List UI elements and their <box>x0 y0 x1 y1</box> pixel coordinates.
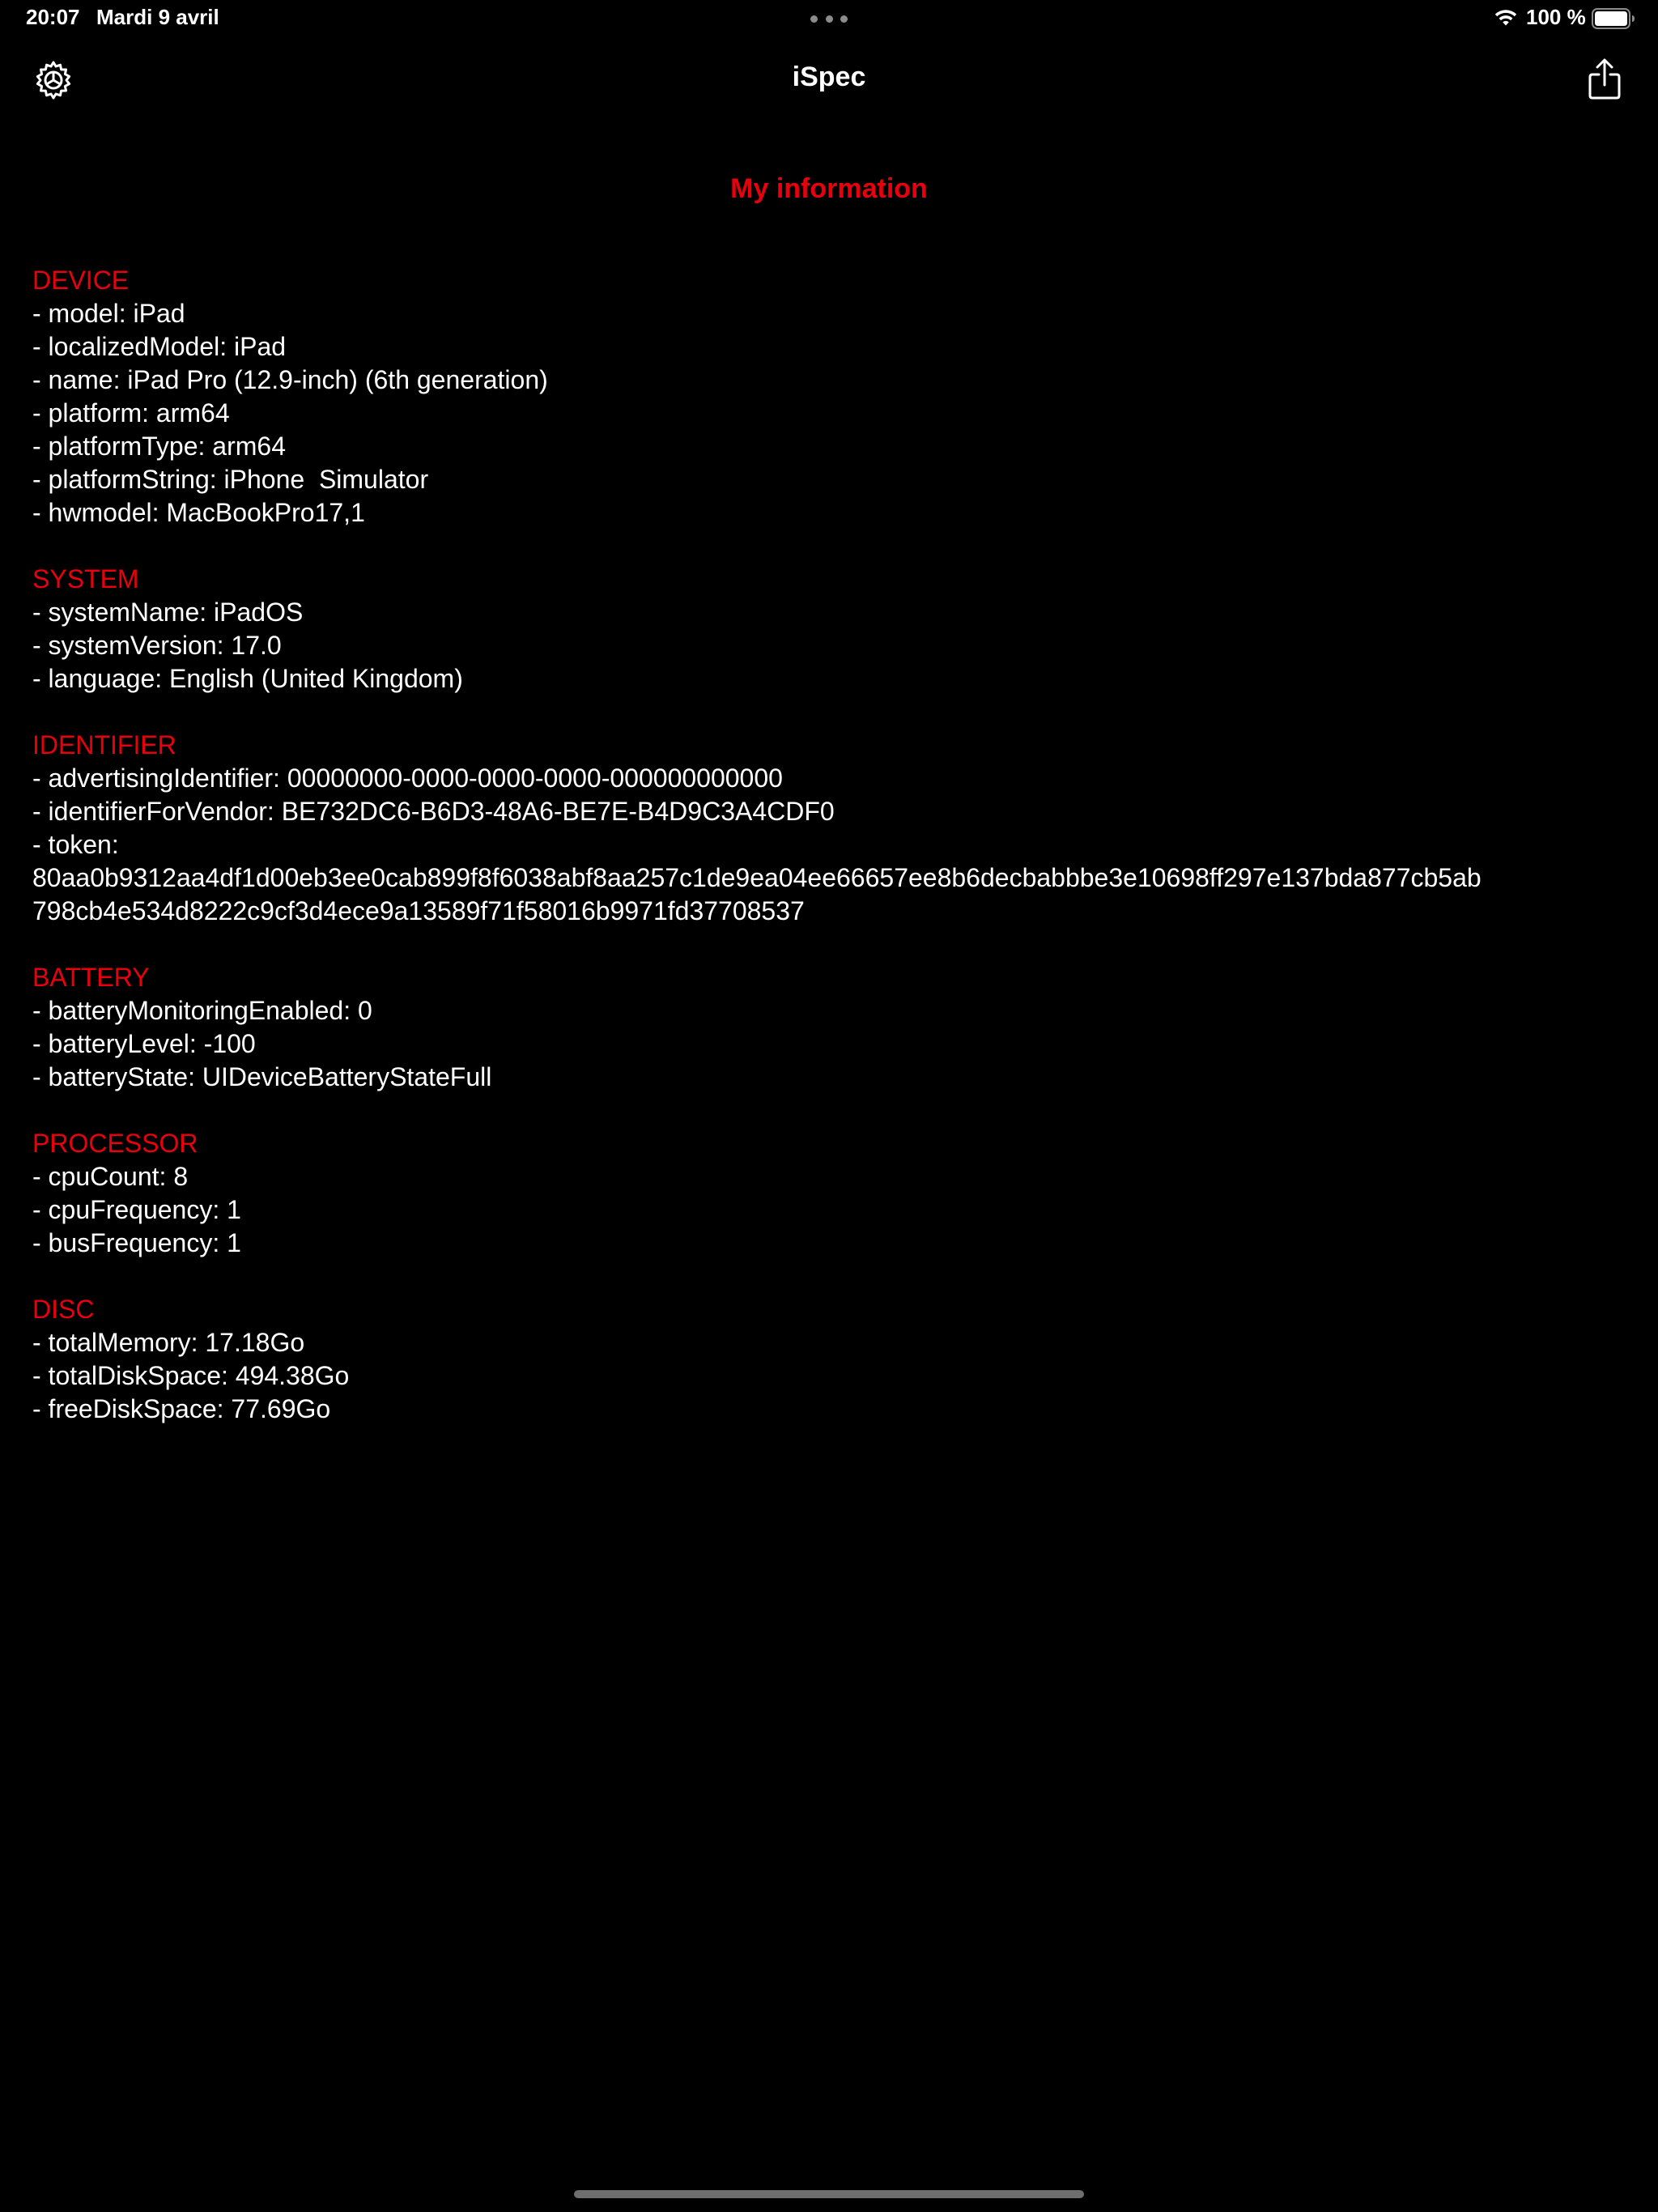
section-processor <box>32 1127 1635 1260</box>
section-system <box>32 563 1635 696</box>
info-line: - batteryState: UIDeviceBatteryStateFull <box>32 1062 492 1091</box>
info-line: - name: iPad Pro (12.9-inch) (6th generation) <box>32 365 548 394</box>
section-device <box>32 264 1635 530</box>
info-line: - totalMemory: 17.18Go <box>32 1328 305 1357</box>
token-value: 798cb4e534d8222c9cf3d4ece9a13589f71f58016b9971fd37708537 <box>32 896 805 925</box>
info-line: - cpuCount: 8 <box>32 1162 189 1191</box>
info-line: - model: iPad <box>32 299 185 328</box>
info-line: - language: English (United Kingdom) <box>32 664 463 693</box>
token-value: 80aa0b9312aa4df1d00eb3ee0cab899f8f6038abf8aa257c1de9ea04ee66657ee8b6decbabbbe3e10698ff297e137bda877cb5ab <box>32 863 1482 892</box>
info-line: - identifierForVendor: BE732DC6-B6D3-48A6-BE7E-B4D9C3A4CDF0 <box>32 797 835 826</box>
section-title: PROCESSOR <box>32 1129 198 1158</box>
navigation-bar <box>0 37 1658 121</box>
info-line: - localizedModel: iPad <box>32 332 287 361</box>
info-line: - platform: arm64 <box>32 398 230 428</box>
info-line: - systemVersion: 17.0 <box>32 631 282 660</box>
share-button[interactable] <box>1582 55 1627 104</box>
section-identifier <box>32 729 1635 928</box>
section-title: DEVICE <box>32 266 130 295</box>
section-title: SYSTEM <box>32 564 139 593</box>
section-title: BATTERY <box>32 963 150 992</box>
info-line: - batteryMonitoringEnabled: 0 <box>32 996 372 1025</box>
info-line: - cpuFrequency: 1 <box>32 1195 241 1224</box>
page-title: My information <box>730 173 928 204</box>
info-line: - hwmodel: MacBookPro17,1 <box>32 498 365 527</box>
info-line: - advertisingIdentifier: 00000000-0000-0000-0000-000000000000 <box>32 764 783 793</box>
info-line: - platformType: arm64 <box>32 432 286 461</box>
status-bar <box>0 0 1658 37</box>
section-disc <box>32 1293 1635 1426</box>
info-line: - freeDiskSpace: 77.69Go <box>32 1394 331 1423</box>
section-title: DISC <box>32 1295 95 1324</box>
wifi-icon <box>1494 8 1518 28</box>
multitasking-dots-icon[interactable] <box>810 14 848 23</box>
info-line: - batteryLevel: -100 <box>32 1029 256 1058</box>
section-battery <box>32 961 1635 1094</box>
app-title: iSpec <box>792 62 866 92</box>
info-line: - busFrequency: 1 <box>32 1228 241 1257</box>
battery-percentage: 100 % <box>1526 5 1586 29</box>
battery-icon <box>1592 8 1635 29</box>
share-icon <box>1588 58 1622 100</box>
status-time: 20:07 <box>26 5 80 29</box>
info-line: - systemName: iPadOS <box>32 598 304 627</box>
section-title: IDENTIFIER <box>32 730 176 759</box>
info-content <box>32 264 1635 1459</box>
info-line: - totalDiskSpace: 494.38Go <box>32 1361 350 1390</box>
info-line: - platformString: iPhone Simulator <box>32 465 429 494</box>
info-line: - token: <box>32 830 119 859</box>
status-date: Mardi 9 avril <box>96 5 219 29</box>
home-indicator[interactable] <box>574 2190 1084 2198</box>
